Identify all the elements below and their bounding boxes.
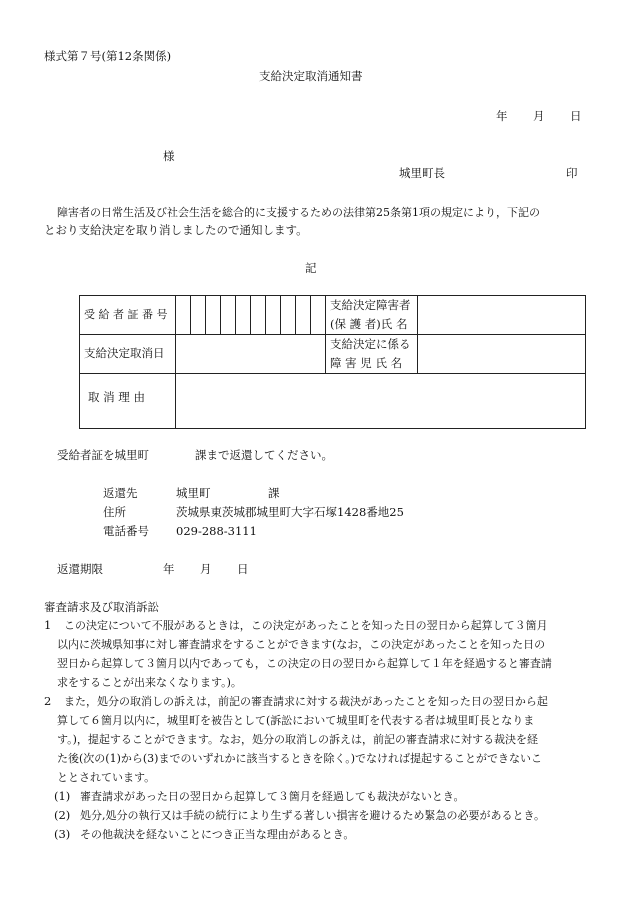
cancel-date-value (176, 335, 326, 374)
appeal-sub-item-text: 審査請求があった日の翌日から起算して３箇月を経過しても裁決がないとき。 (80, 790, 465, 803)
page-title: 支給決定取消通知書 (259, 69, 363, 83)
digit-cell (191, 296, 206, 335)
appeal-item-1-number: 1 (44, 618, 52, 632)
table-row (80, 296, 586, 335)
reason-value (176, 374, 586, 429)
form-number: 様式第７号(第12条関係) (44, 49, 172, 63)
appeal-item-2-line: 算して６箇月以内に，城里町を被告として(訴訟において城里町を代表する者は城里町長となりま (57, 714, 535, 727)
return-phone-value: 029-288-3111 (176, 524, 257, 538)
date-year: 年 (496, 109, 508, 123)
return-dest-label: 返還先 (103, 486, 138, 500)
disabled-person-value (418, 296, 586, 335)
return-address-value: 茨城県東茨城郡城里町大字石塚1428番地25 (176, 505, 404, 519)
digit-cell (251, 296, 266, 335)
child-label-1: 支給決定に係る (330, 337, 411, 351)
return-address-label: 住所 (103, 505, 126, 519)
table-row (80, 335, 586, 374)
appeal-sub-item-number: (1) (54, 789, 71, 803)
appeal-item-2-line: た後(次の(1)から(3)までのいずれかに該当するときを除く。)でなければ提起することができないこ (57, 752, 543, 765)
intro-line-2: とおり支給決定を取り消しましたので通知します。 (44, 223, 308, 237)
child-value (418, 335, 586, 374)
digit-cell (296, 296, 311, 335)
disabled-person-label-2: (保 護 者)氏 名 (330, 317, 408, 331)
appeal-item-2-number: 2 (44, 694, 52, 708)
issuer-seal: 印 (566, 166, 578, 180)
recipient-info-table (79, 295, 586, 429)
return-dest-value: 城里町 課 (176, 486, 280, 500)
digit-cell (236, 296, 251, 335)
appeal-item-2-line: また，処分の取消しの訴えは，前記の審査請求に対する裁決があったことを知った日の翌日から起 (64, 695, 548, 708)
digit-cell (281, 296, 296, 335)
issuer-name: 城里町長 (399, 166, 445, 180)
appeal-item-2-line: す。)，提起することができます。なお，処分の取消しの訴えは，前記の審査請求に対する裁決を経 (57, 733, 539, 746)
appeal-sub-item-number: (2) (54, 808, 71, 822)
deadline-year: 年 (163, 562, 175, 576)
ki-mark: 記 (305, 261, 317, 275)
intro-line-1: 障害者の日常生活及び社会生活を総合的に支援するための法律第25条第1項の規定により，下記の (57, 206, 540, 219)
appeal-sub-item-text: 処分,処分の執行又は手続の続行により生ずる著しい損害を避けるため緊急の必要があるとき。 (80, 809, 546, 822)
deadline-label: 返還期限 (57, 562, 103, 576)
appeal-heading: 審査請求及び取消訴訟 (44, 600, 159, 614)
appeal-item-1-line: 求をすることが出来なくなります。)。 (57, 676, 242, 689)
cancel-date-label: 支給決定取消日 (80, 335, 176, 374)
appeal-item-1-line: この決定について不服があるときは，この決定があったことを知った日の翌日から起算して３箇月 (64, 619, 548, 632)
deadline-day: 日 (237, 562, 249, 576)
appeal-item-2-line: ととされています。 (57, 771, 156, 784)
child-label-2: 障 害 児 氏 名 (330, 356, 403, 370)
appeal-item-1-line: 以内に茨城県知事に対し審査請求をすることができます(なお，この決定があったことを知った日の (57, 638, 546, 651)
disabled-person-label (326, 296, 418, 335)
date-month: 月 (533, 109, 545, 123)
digit-cell (311, 296, 326, 335)
disabled-person-label-1: 支給決定障害者 (330, 298, 411, 312)
digit-cell (221, 296, 236, 335)
digit-cell (266, 296, 281, 335)
digit-cell (176, 296, 191, 335)
appeal-item-1-line: 翌日から起算して３箇月以内であっても，この決定の日の翌日から起算して１年を経過すると審査請 (57, 657, 552, 670)
table-row (80, 374, 586, 429)
deadline-month: 月 (200, 562, 212, 576)
appeal-sub-item-text: その他裁決を経ないことにつき正当な理由があるとき。 (80, 828, 355, 841)
addressee-suffix: 様 (163, 149, 175, 163)
appeal-sub-item-number: (3) (54, 827, 71, 841)
digit-cell (206, 296, 221, 335)
child-label (326, 335, 418, 374)
reason-label: 取 消 理 由 (80, 374, 176, 429)
return-note: 受給者証を城里町 課まで返還してください。 (57, 448, 333, 462)
date-day: 日 (570, 109, 582, 123)
recipient-number-label: 受 給 者 証 番 号 (80, 296, 176, 335)
return-phone-label: 電話番号 (103, 524, 149, 538)
